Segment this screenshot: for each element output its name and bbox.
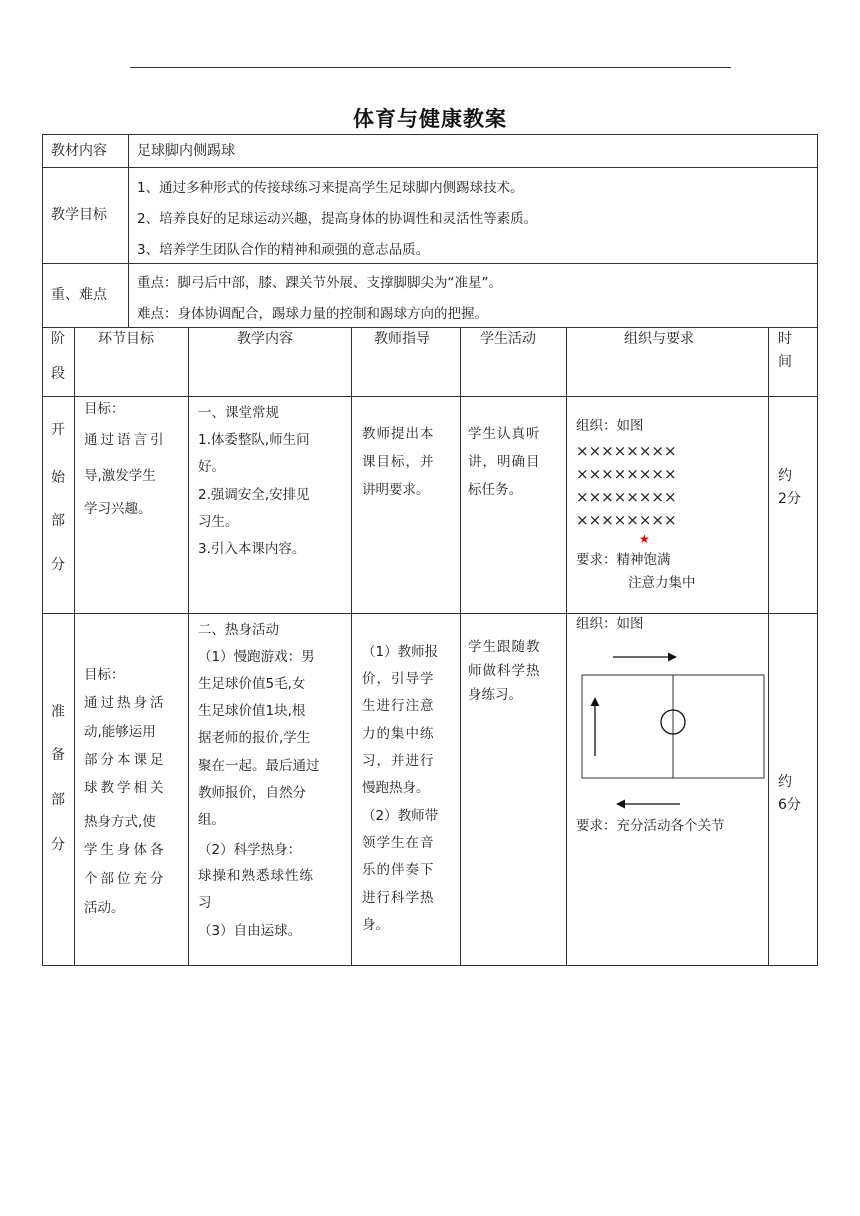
key-points-label: 重、难点 (51, 287, 107, 303)
content-line: 1.体委整队,师生问 (198, 432, 310, 448)
header-time: 间 (778, 354, 792, 370)
time-value: 约 (778, 774, 792, 790)
student-line: 标任务。 (468, 482, 522, 498)
header-org: 组织与要求 (624, 331, 694, 347)
goal-line: 学生身体各 (84, 842, 167, 858)
goal-line: 部分本课足 (84, 752, 167, 768)
header-stage: 阶 (51, 331, 65, 347)
goal-line: 通过热身活 (84, 695, 167, 711)
student-line: 师做科学热 (468, 663, 541, 679)
time-value: 2分 (778, 491, 801, 507)
teacher-line: 乐的伴奏下 (362, 862, 435, 878)
content-line: 教师报价，自然分 (198, 785, 306, 801)
difficult-point: 难点：身体协调配合，踢球力量的控制和踢球方向的把握。 (137, 306, 488, 322)
stage-char: 准 (51, 704, 65, 720)
content-line: 生足球价值1块,根 (198, 703, 306, 719)
header-rule (130, 67, 731, 68)
goal-line: 目标： (84, 401, 125, 417)
header-stage: 段 (51, 366, 65, 382)
goals-label: 教学目标 (51, 207, 107, 223)
student-line: 学生认真听 (468, 426, 541, 442)
student-line: 讲，明确目 (468, 454, 541, 470)
content-line: （1）慢跑游戏：男 (198, 649, 315, 665)
teacher-line: 进行科学热 (362, 890, 435, 906)
goal-line: 导,激发学生 (84, 468, 156, 484)
content-line: 习生。 (198, 514, 239, 530)
teacher-line: （1）教师报 (362, 644, 439, 660)
teacher-line: 领学生在音 (362, 835, 435, 851)
content-line: 球操和熟悉球性练 (198, 868, 314, 884)
stage-char: 部 (51, 513, 65, 529)
goal-line: 学习兴趣。 (84, 501, 152, 517)
teacher-line: 生进行注意 (362, 698, 435, 714)
header-goal: 环节目标 (98, 331, 154, 347)
student-line: 学生跟随教 (468, 639, 541, 655)
org-label: 组织：如图 (576, 616, 644, 632)
goal-line: 动,能够运用 (84, 724, 156, 740)
student-line: 身练习。 (468, 687, 522, 703)
requirement: 要求：精神饱满 (576, 552, 671, 568)
field-diagram (570, 640, 770, 815)
stage-char: 始 (51, 470, 65, 486)
header-time: 时 (778, 331, 792, 347)
teacher-line: 慢跑热身。 (362, 780, 430, 796)
formation-row: ×××××××× (576, 488, 677, 506)
content-line: 2.强调安全,安排见 (198, 487, 310, 503)
stage-char: 开 (51, 422, 65, 438)
content-line: 二、热身活动 (198, 622, 279, 638)
goal-line: 球教学相关 (84, 780, 167, 796)
content-line: 据老师的报价,学生 (198, 730, 311, 746)
header-student: 学生活动 (480, 331, 536, 347)
stage-char: 备 (51, 747, 65, 763)
content-label: 教材内容 (51, 143, 107, 159)
time-value: 6分 (778, 797, 801, 813)
content-line: （2）科学热身： (198, 842, 302, 858)
teacher-line: 身。 (362, 917, 389, 933)
goal-item: 2、培养良好的足球运动兴趣，提高身体的协调性和灵活性等素质。 (137, 211, 538, 227)
content-line: 一、课堂常规 (198, 405, 279, 421)
goal-line: 热身方式,使 (84, 814, 156, 830)
teacher-star-icon: ★ (639, 532, 650, 546)
teacher-line: 习，并进行 (362, 753, 435, 769)
header-teacher: 教师指导 (374, 331, 430, 347)
formation-row: ×××××××× (576, 511, 677, 529)
goal-item: 3、培养学生团队合作的精神和顽强的意志品质。 (137, 242, 430, 258)
content-line: 3.引入本课内容。 (198, 541, 306, 557)
content-value: 足球脚内侧踢球 (137, 143, 235, 159)
org-label: 组织：如图 (576, 418, 644, 434)
teacher-line: （2）教师带 (362, 808, 439, 824)
goal-line: 活动。 (84, 900, 125, 916)
goal-item: 1、通过多种形式的传接球练习来提高学生足球脚内侧踢球技术。 (137, 180, 524, 196)
goal-line: 个部位充分 (84, 871, 167, 887)
content-line: 生足球价值5毛,女 (198, 676, 306, 692)
formation-row: ×××××××× (576, 442, 677, 460)
key-point: 重点：脚弓后中部，膝、踝关节外展、支撑脚脚尖为“准星”。 (137, 275, 502, 291)
teacher-line: 课目标，并 (362, 454, 435, 470)
stage-char: 分 (51, 837, 65, 853)
page-title: 体育与健康教案 (353, 107, 507, 131)
teacher-line: 力的集中练 (362, 726, 435, 742)
teacher-line: 价，引导学 (362, 671, 435, 687)
goal-line: 目标： (84, 667, 125, 683)
stage-char: 分 (51, 557, 65, 573)
requirement: 注意力集中 (628, 575, 696, 591)
stage-char: 部 (51, 792, 65, 808)
teacher-line: 教师提出本 (362, 426, 435, 442)
teacher-line: 讲明要求。 (362, 482, 430, 498)
content-line: （3）自由运球。 (198, 923, 302, 939)
requirement: 要求：充分活动各个关节 (576, 818, 725, 834)
goal-line: 通过语言引 (84, 432, 167, 448)
formation-row: ×××××××× (576, 465, 677, 483)
header-content: 教学内容 (237, 331, 293, 347)
time-value: 约 (778, 468, 792, 484)
content-line: 好。 (198, 459, 225, 475)
content-line: 习 (198, 895, 212, 911)
content-line: 聚在一起。最后通过 (198, 758, 320, 774)
content-line: 组。 (198, 812, 225, 828)
